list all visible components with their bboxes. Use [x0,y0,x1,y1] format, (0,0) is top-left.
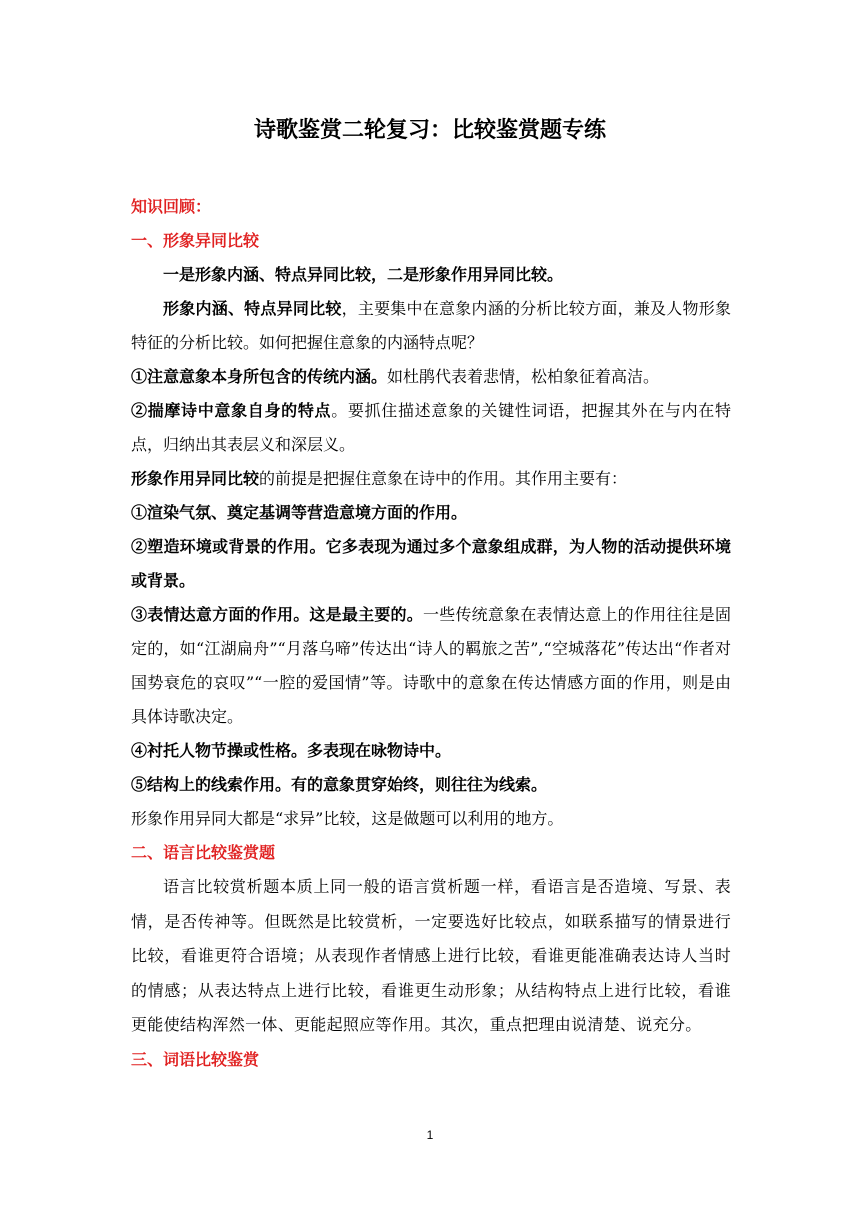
function-item-bold: ③表情达意方面的作用。这是最主要的。 [131,605,423,624]
inline-bold-term: 形象内涵、特点异同比较 [163,299,342,318]
page-title: 诗歌鉴赏二轮复习：比较鉴赏题专练 [253,118,606,143]
list-item-text: 。要抓住描述意象的关键性词语，把握其外在与内在特点，归纳出其表层义和深层义。 [131,401,731,454]
document-body [131,190,731,1077]
section-2-paragraph: 语言比较赏析题本质上同一般的语言赏析题一样，看语言是否造境、写景、表情，是否传神等。但既然是比较赏析，一定要选好比较点，如联系描写的情景进行比较，看谁更符合语境；从表现作者情感上进行比较，看谁更能准确表达诗人当时的情感；从表达特点上进行比较，看谁更生动形象；从结构特点上进行比较，看谁更能使结构浑然一体、更能起照应等作用。其次，重点把理由说清楚、说充分。 [131,877,731,1034]
section-1-intro: 一是形象内涵、特点异同比较，二是形象作用异同比较。 [163,265,564,284]
section-1-heading: 一、形象异同比较 [131,231,260,250]
page-number: 1 [426,1128,434,1142]
paragraph-text: ，主要集中在意象内涵的分析比较方面，兼及人物形象特征的分析比较。如何把握住意象的内涵特点呢？ [131,299,731,352]
section-1-paragraph [131,292,731,360]
list-item-text: 如杜鹃代表着悲情，松柏象征着高洁。 [387,367,660,386]
review-label: 知识回顾： [131,197,212,216]
list-item-bold: ②揣摩诗中意象自身的特点 [131,401,332,420]
function-item-text: 一些传统意象在表情达意上的作用往往是固定的，如“江湖扁舟”“月落乌啼”传达出“诗人的羁旅之苦”,“空城落花”传达出“作者对国势衰危的哀叹”“一腔的爱国情”等。诗歌中的意象在传达情感方面的作用，则是由具体诗歌决定。 [131,605,731,726]
list-item-bold: ①注意意象本身所包含的传统内涵。 [131,367,388,386]
function-item [131,598,731,734]
list-item [131,394,731,462]
section-2-heading: 二、语言比较鉴赏题 [131,843,276,862]
list-item [131,360,731,394]
inline-bold-term: 形象作用异同比较 [131,469,260,488]
paragraph-text: 的前提是把握住意象在诗中的作用。其作用主要有： [259,469,628,488]
function-item: ②塑造环境或背景的作用。它多表现为通过多个意象组成群，为人物的活动提供环境或背景。 [131,537,731,590]
function-item: ④衬托人物节操或性格。多表现在咏物诗中。 [131,741,452,760]
function-item: ①渲染气氛、奠定基调等营造意境方面的作用。 [131,503,468,522]
section-1-paragraph [131,462,731,496]
function-item: ⑤结构上的线索作用。有的意象贯穿始终，则往往为线索。 [131,775,548,794]
section-3-heading: 三、词语比较鉴赏 [131,1049,260,1069]
section-1-conclusion: 形象作用异同大都是“求异”比较，这是做题可以利用的地方。 [131,809,564,828]
